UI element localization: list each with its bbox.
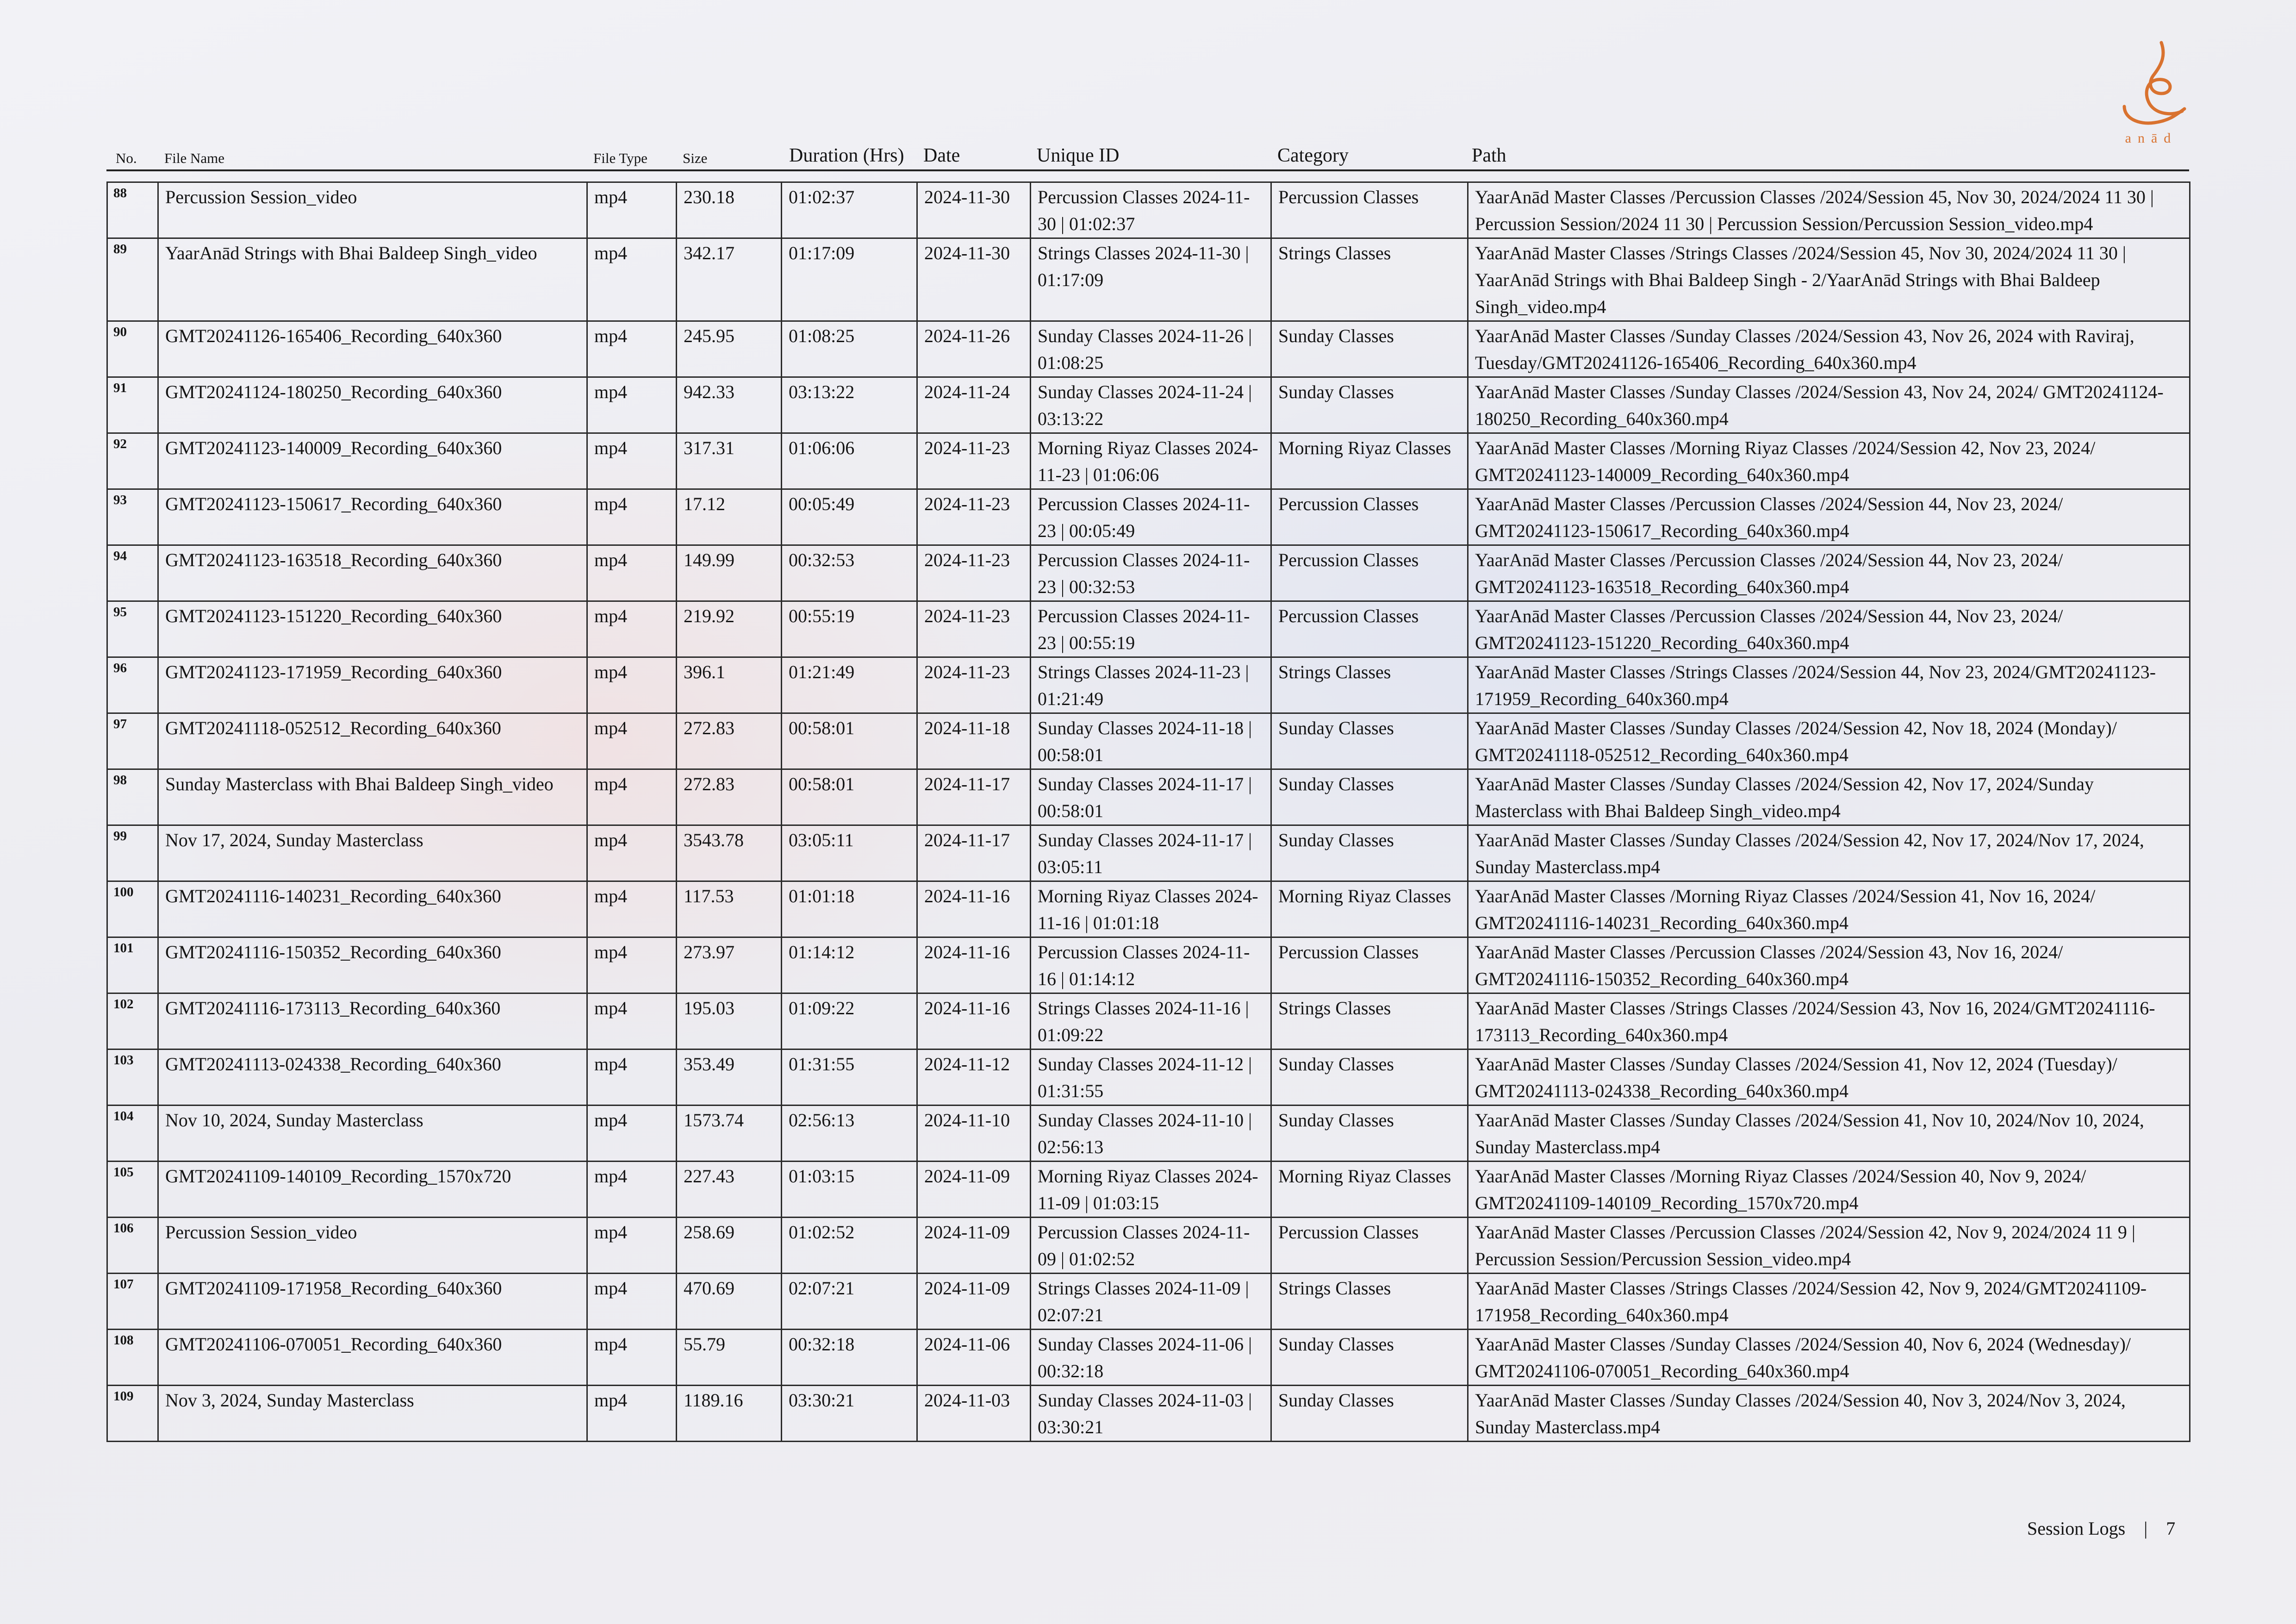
cell-file-name: Sunday Masterclass with Bhai Baldeep Singh_video bbox=[158, 769, 587, 825]
cell-date: 2024-11-09 bbox=[917, 1162, 1031, 1218]
col-header-file-name: File Name bbox=[164, 150, 224, 166]
cell-size: 470.69 bbox=[677, 1274, 782, 1330]
cell-size: 272.83 bbox=[677, 769, 782, 825]
col-header-category: Category bbox=[1277, 145, 1349, 166]
cell-file-name: GMT20241106-070051_Recording_640x360 bbox=[158, 1330, 587, 1386]
cell-date: 2024-11-30 bbox=[917, 182, 1031, 238]
anaad-logo-icon bbox=[2092, 37, 2203, 148]
cell-no: 100 bbox=[107, 881, 158, 937]
cell-file-type: mp4 bbox=[587, 489, 677, 545]
cell-file-name: Nov 3, 2024, Sunday Masterclass bbox=[158, 1386, 587, 1442]
cell-file-type: mp4 bbox=[587, 1218, 677, 1274]
cell-file-name: GMT20241123-171959_Recording_640x360 bbox=[158, 657, 587, 713]
cell-date: 2024-11-30 bbox=[917, 238, 1031, 321]
cell-file-type: mp4 bbox=[587, 1330, 677, 1386]
cell-path: YaarAnād Master Classes /Percussion Classes /2024/Session 43, Nov 16, 2024/ GMT20241116-150352_Recording_640x360.mp4 bbox=[1468, 937, 2190, 993]
cell-path: YaarAnād Master Classes /Sunday Classes /2024/Session 42, Nov 17, 2024/Sunday Masterclass with Bhai Baldeep Singh_video.mp4 bbox=[1468, 769, 2190, 825]
cell-path: YaarAnād Master Classes /Sunday Classes /2024/Session 43, Nov 26, 2024 with Raviraj, Tuesday/GMT20241126-165406_Recording_640x360.mp4 bbox=[1468, 321, 2190, 377]
cell-size: 195.03 bbox=[677, 993, 782, 1049]
cell-duration: 01:14:12 bbox=[782, 937, 917, 993]
cell-path: YaarAnād Master Classes /Strings Classes /2024/Session 43, Nov 16, 2024/GMT20241116-173113_Recording_640x360.mp4 bbox=[1468, 993, 2190, 1049]
cell-duration: 00:58:01 bbox=[782, 713, 917, 769]
page-footer bbox=[2027, 1518, 2175, 1539]
cell-file-name: GMT20241123-163518_Recording_640x360 bbox=[158, 545, 587, 601]
table-row bbox=[107, 1218, 2190, 1274]
cell-unique-id: Percussion Classes 2024-11-23 | 00:32:53 bbox=[1031, 545, 1271, 601]
cell-date: 2024-11-12 bbox=[917, 1049, 1031, 1106]
cell-no: 95 bbox=[107, 601, 158, 657]
cell-date: 2024-11-26 bbox=[917, 321, 1031, 377]
cell-date: 2024-11-17 bbox=[917, 825, 1031, 881]
table-row bbox=[107, 377, 2190, 433]
cell-path: YaarAnād Master Classes /Sunday Classes /2024/Session 41, Nov 12, 2024 (Tuesday)/ GMT20241113-024338_Recording_640x360.mp4 bbox=[1468, 1049, 2190, 1106]
cell-duration: 01:21:49 bbox=[782, 657, 917, 713]
cell-size: 342.17 bbox=[677, 238, 782, 321]
cell-duration: 03:13:22 bbox=[782, 377, 917, 433]
cell-path: YaarAnād Master Classes /Percussion Classes /2024/Session 44, Nov 23, 2024/ GMT20241123-163518_Recording_640x360.mp4 bbox=[1468, 545, 2190, 601]
cell-file-type: mp4 bbox=[587, 993, 677, 1049]
table-row bbox=[107, 433, 2190, 489]
cell-file-type: mp4 bbox=[587, 545, 677, 601]
cell-duration: 01:17:09 bbox=[782, 238, 917, 321]
cell-file-name: GMT20241123-140009_Recording_640x360 bbox=[158, 433, 587, 489]
cell-path: YaarAnād Master Classes /Sunday Classes /2024/Session 41, Nov 10, 2024/Nov 10, 2024, Sunday Masterclass.mp4 bbox=[1468, 1106, 2190, 1162]
cell-size: 272.83 bbox=[677, 713, 782, 769]
cell-no: 103 bbox=[107, 1049, 158, 1106]
cell-date: 2024-11-23 bbox=[917, 489, 1031, 545]
session-log-rows bbox=[107, 182, 2190, 1442]
cell-unique-id: Strings Classes 2024-11-16 | 01:09:22 bbox=[1031, 993, 1271, 1049]
cell-category: Percussion Classes bbox=[1271, 601, 1468, 657]
cell-size: 1573.74 bbox=[677, 1106, 782, 1162]
cell-category: Strings Classes bbox=[1271, 993, 1468, 1049]
cell-size: 3543.78 bbox=[677, 825, 782, 881]
cell-category: Strings Classes bbox=[1271, 238, 1468, 321]
cell-unique-id: Sunday Classes 2024-11-03 | 03:30:21 bbox=[1031, 1386, 1271, 1442]
cell-category: Morning Riyaz Classes bbox=[1271, 1162, 1468, 1218]
cell-no: 88 bbox=[107, 182, 158, 238]
cell-file-type: mp4 bbox=[587, 881, 677, 937]
cell-unique-id: Sunday Classes 2024-11-24 | 03:13:22 bbox=[1031, 377, 1271, 433]
cell-category: Sunday Classes bbox=[1271, 1330, 1468, 1386]
cell-file-name: GMT20241116-140231_Recording_640x360 bbox=[158, 881, 587, 937]
cell-path: YaarAnād Master Classes /Sunday Classes /2024/Session 43, Nov 24, 2024/ GMT20241124-180250_Recording_640x360.mp4 bbox=[1468, 377, 2190, 433]
cell-no: 102 bbox=[107, 993, 158, 1049]
cell-file-type: mp4 bbox=[587, 1274, 677, 1330]
cell-path: YaarAnād Master Classes /Morning Riyaz Classes /2024/Session 42, Nov 23, 2024/ GMT20241123-140009_Recording_640x360.mp4 bbox=[1468, 433, 2190, 489]
cell-file-type: mp4 bbox=[587, 1049, 677, 1106]
cell-no: 99 bbox=[107, 825, 158, 881]
table-row bbox=[107, 601, 2190, 657]
cell-path: YaarAnād Master Classes /Sunday Classes /2024/Session 42, Nov 18, 2024 (Monday)/ GMT20241118-052512_Recording_640x360.mp4 bbox=[1468, 713, 2190, 769]
cell-path: YaarAnād Master Classes /Morning Riyaz Classes /2024/Session 40, Nov 9, 2024/ GMT20241109-140109_Recording_1570x720.mp4 bbox=[1468, 1162, 2190, 1218]
page-number: 7 bbox=[2166, 1518, 2176, 1539]
table-row bbox=[107, 182, 2190, 238]
cell-file-name: GMT20241118-052512_Recording_640x360 bbox=[158, 713, 587, 769]
cell-unique-id: Sunday Classes 2024-11-18 | 00:58:01 bbox=[1031, 713, 1271, 769]
cell-no: 91 bbox=[107, 377, 158, 433]
cell-duration: 00:58:01 bbox=[782, 769, 917, 825]
cell-file-type: mp4 bbox=[587, 1106, 677, 1162]
cell-file-name: Nov 10, 2024, Sunday Masterclass bbox=[158, 1106, 587, 1162]
cell-size: 227.43 bbox=[677, 1162, 782, 1218]
cell-date: 2024-11-09 bbox=[917, 1274, 1031, 1330]
cell-file-name: GMT20241126-165406_Recording_640x360 bbox=[158, 321, 587, 377]
table-row bbox=[107, 321, 2190, 377]
cell-size: 230.18 bbox=[677, 182, 782, 238]
cell-file-name: Percussion Session_video bbox=[158, 182, 587, 238]
cell-no: 96 bbox=[107, 657, 158, 713]
cell-file-name: GMT20241123-150617_Recording_640x360 bbox=[158, 489, 587, 545]
session-log-table bbox=[106, 181, 2190, 1442]
cell-duration: 03:05:11 bbox=[782, 825, 917, 881]
cell-date: 2024-11-16 bbox=[917, 937, 1031, 993]
table-row bbox=[107, 1162, 2190, 1218]
cell-path: YaarAnād Master Classes /Percussion Classes /2024/Session 42, Nov 9, 2024/2024 11 9 | Percussion Session/Percussion Session_video.mp4 bbox=[1468, 1218, 2190, 1274]
cell-file-type: mp4 bbox=[587, 825, 677, 881]
cell-unique-id: Percussion Classes 2024-11-30 | 01:02:37 bbox=[1031, 182, 1271, 238]
cell-duration: 03:30:21 bbox=[782, 1386, 917, 1442]
cell-unique-id: Sunday Classes 2024-11-17 | 00:58:01 bbox=[1031, 769, 1271, 825]
cell-file-type: mp4 bbox=[587, 1386, 677, 1442]
cell-category: Morning Riyaz Classes bbox=[1271, 881, 1468, 937]
cell-path: YaarAnād Master Classes /Sunday Classes /2024/Session 40, Nov 3, 2024/Nov 3, 2024, Sunday Masterclass.mp4 bbox=[1468, 1386, 2190, 1442]
cell-category: Percussion Classes bbox=[1271, 489, 1468, 545]
cell-file-type: mp4 bbox=[587, 713, 677, 769]
cell-date: 2024-11-23 bbox=[917, 545, 1031, 601]
cell-date: 2024-11-03 bbox=[917, 1386, 1031, 1442]
table-row bbox=[107, 657, 2190, 713]
cell-unique-id: Morning Riyaz Classes 2024-11-09 | 01:03:15 bbox=[1031, 1162, 1271, 1218]
table-row bbox=[107, 1106, 2190, 1162]
cell-no: 101 bbox=[107, 937, 158, 993]
cell-date: 2024-11-10 bbox=[917, 1106, 1031, 1162]
cell-path: YaarAnād Master Classes /Percussion Classes /2024/Session 44, Nov 23, 2024/ GMT20241123-151220_Recording_640x360.mp4 bbox=[1468, 601, 2190, 657]
cell-category: Sunday Classes bbox=[1271, 377, 1468, 433]
cell-date: 2024-11-16 bbox=[917, 881, 1031, 937]
cell-size: 149.99 bbox=[677, 545, 782, 601]
cell-size: 353.49 bbox=[677, 1049, 782, 1106]
cell-path: YaarAnād Master Classes /Morning Riyaz Classes /2024/Session 41, Nov 16, 2024/ GMT20241116-140231_Recording_640x360.mp4 bbox=[1468, 881, 2190, 937]
cell-duration: 00:32:53 bbox=[782, 545, 917, 601]
cell-category: Strings Classes bbox=[1271, 657, 1468, 713]
cell-file-type: mp4 bbox=[587, 769, 677, 825]
cell-unique-id: Sunday Classes 2024-11-12 | 01:31:55 bbox=[1031, 1049, 1271, 1106]
cell-unique-id: Morning Riyaz Classes 2024-11-23 | 01:06:06 bbox=[1031, 433, 1271, 489]
cell-date: 2024-11-18 bbox=[917, 713, 1031, 769]
cell-path: YaarAnād Master Classes /Sunday Classes /2024/Session 40, Nov 6, 2024 (Wednesday)/ GMT20241106-070051_Recording_640x360.mp4 bbox=[1468, 1330, 2190, 1386]
cell-no: 104 bbox=[107, 1106, 158, 1162]
cell-path: YaarAnād Master Classes /Strings Classes /2024/Session 42, Nov 9, 2024/GMT20241109-171958_Recording_640x360.mp4 bbox=[1468, 1274, 2190, 1330]
cell-no: 106 bbox=[107, 1218, 158, 1274]
cell-unique-id: Strings Classes 2024-11-09 | 02:07:21 bbox=[1031, 1274, 1271, 1330]
cell-date: 2024-11-09 bbox=[917, 1218, 1031, 1274]
cell-duration: 01:03:15 bbox=[782, 1162, 917, 1218]
table-row bbox=[107, 1330, 2190, 1386]
cell-category: Sunday Classes bbox=[1271, 713, 1468, 769]
cell-size: 55.79 bbox=[677, 1330, 782, 1386]
cell-duration: 00:05:49 bbox=[782, 489, 917, 545]
cell-date: 2024-11-23 bbox=[917, 433, 1031, 489]
cell-path: YaarAnād Master Classes /Percussion Classes /2024/Session 44, Nov 23, 2024/ GMT20241123-150617_Recording_640x360.mp4 bbox=[1468, 489, 2190, 545]
cell-duration: 01:09:22 bbox=[782, 993, 917, 1049]
cell-category: Sunday Classes bbox=[1271, 1106, 1468, 1162]
table-row bbox=[107, 1049, 2190, 1106]
cell-file-type: mp4 bbox=[587, 657, 677, 713]
cell-file-type: mp4 bbox=[587, 1162, 677, 1218]
cell-size: 258.69 bbox=[677, 1218, 782, 1274]
col-header-file-type: File Type bbox=[593, 150, 647, 166]
cell-duration: 00:32:18 bbox=[782, 1330, 917, 1386]
cell-path: YaarAnād Master Classes /Strings Classes /2024/Session 44, Nov 23, 2024/GMT20241123-171959_Recording_640x360.mp4 bbox=[1468, 657, 2190, 713]
cell-file-type: mp4 bbox=[587, 937, 677, 993]
table-row bbox=[107, 937, 2190, 993]
table-row bbox=[107, 238, 2190, 321]
col-header-no: No. bbox=[116, 150, 137, 166]
cell-category: Sunday Classes bbox=[1271, 321, 1468, 377]
cell-category: Sunday Classes bbox=[1271, 1049, 1468, 1106]
cell-path: YaarAnād Master Classes /Sunday Classes /2024/Session 42, Nov 17, 2024/Nov 17, 2024, Sunday Masterclass.mp4 bbox=[1468, 825, 2190, 881]
cell-size: 273.97 bbox=[677, 937, 782, 993]
cell-category: Sunday Classes bbox=[1271, 769, 1468, 825]
cell-unique-id: Percussion Classes 2024-11-23 | 00:55:19 bbox=[1031, 601, 1271, 657]
cell-category: Percussion Classes bbox=[1271, 545, 1468, 601]
cell-file-type: mp4 bbox=[587, 238, 677, 321]
cell-unique-id: Morning Riyaz Classes 2024-11-16 | 01:01:18 bbox=[1031, 881, 1271, 937]
table-header bbox=[106, 139, 2189, 171]
cell-unique-id: Strings Classes 2024-11-30 | 01:17:09 bbox=[1031, 238, 1271, 321]
cell-no: 97 bbox=[107, 713, 158, 769]
cell-duration: 01:06:06 bbox=[782, 433, 917, 489]
cell-file-name: Percussion Session_video bbox=[158, 1218, 587, 1274]
cell-duration: 01:01:18 bbox=[782, 881, 917, 937]
cell-size: 317.31 bbox=[677, 433, 782, 489]
cell-no: 90 bbox=[107, 321, 158, 377]
cell-date: 2024-11-17 bbox=[917, 769, 1031, 825]
cell-file-name: GMT20241116-173113_Recording_640x360 bbox=[158, 993, 587, 1049]
cell-date: 2024-11-24 bbox=[917, 377, 1031, 433]
cell-date: 2024-11-06 bbox=[917, 1330, 1031, 1386]
cell-no: 94 bbox=[107, 545, 158, 601]
table-row bbox=[107, 825, 2190, 881]
cell-size: 17.12 bbox=[677, 489, 782, 545]
cell-size: 396.1 bbox=[677, 657, 782, 713]
cell-no: 98 bbox=[107, 769, 158, 825]
cell-size: 245.95 bbox=[677, 321, 782, 377]
cell-duration: 02:56:13 bbox=[782, 1106, 917, 1162]
cell-size: 219.92 bbox=[677, 601, 782, 657]
cell-no: 92 bbox=[107, 433, 158, 489]
cell-file-name: GMT20241123-151220_Recording_640x360 bbox=[158, 601, 587, 657]
cell-unique-id: Sunday Classes 2024-11-17 | 03:05:11 bbox=[1031, 825, 1271, 881]
footer-section-title: Session Logs bbox=[2027, 1518, 2126, 1539]
cell-unique-id: Strings Classes 2024-11-23 | 01:21:49 bbox=[1031, 657, 1271, 713]
cell-duration: 01:31:55 bbox=[782, 1049, 917, 1106]
cell-category: Morning Riyaz Classes bbox=[1271, 433, 1468, 489]
cell-category: Sunday Classes bbox=[1271, 825, 1468, 881]
cell-category: Percussion Classes bbox=[1271, 1218, 1468, 1274]
cell-unique-id: Percussion Classes 2024-11-16 | 01:14:12 bbox=[1031, 937, 1271, 993]
cell-date: 2024-11-16 bbox=[917, 993, 1031, 1049]
col-header-size: Size bbox=[683, 150, 708, 166]
cell-category: Sunday Classes bbox=[1271, 1386, 1468, 1442]
cell-duration: 01:08:25 bbox=[782, 321, 917, 377]
cell-no: 93 bbox=[107, 489, 158, 545]
footer-separator: | bbox=[2144, 1518, 2148, 1539]
cell-file-name: Nov 17, 2024, Sunday Masterclass bbox=[158, 825, 587, 881]
cell-unique-id: Percussion Classes 2024-11-23 | 00:05:49 bbox=[1031, 489, 1271, 545]
cell-path: YaarAnād Master Classes /Strings Classes /2024/Session 45, Nov 30, 2024/2024 11 30 | YaarAnād Strings with Bhai Baldeep Singh - 2/YaarAnād Strings with Bhai Baldeep Singh_video.mp4 bbox=[1468, 238, 2190, 321]
table-row bbox=[107, 713, 2190, 769]
cell-no: 107 bbox=[107, 1274, 158, 1330]
table-row bbox=[107, 769, 2190, 825]
logo-text: anād bbox=[2125, 131, 2178, 146]
cell-no: 108 bbox=[107, 1330, 158, 1386]
cell-file-type: mp4 bbox=[587, 433, 677, 489]
cell-file-name: GMT20241124-180250_Recording_640x360 bbox=[158, 377, 587, 433]
cell-file-type: mp4 bbox=[587, 182, 677, 238]
table-row bbox=[107, 1386, 2190, 1442]
cell-duration: 00:55:19 bbox=[782, 601, 917, 657]
cell-file-name: GMT20241113-024338_Recording_640x360 bbox=[158, 1049, 587, 1106]
table-row bbox=[107, 545, 2190, 601]
cell-size: 1189.16 bbox=[677, 1386, 782, 1442]
cell-unique-id: Sunday Classes 2024-11-06 | 00:32:18 bbox=[1031, 1330, 1271, 1386]
cell-size: 942.33 bbox=[677, 377, 782, 433]
cell-file-name: GMT20241116-150352_Recording_640x360 bbox=[158, 937, 587, 993]
table-row bbox=[107, 1274, 2190, 1330]
col-header-date: Date bbox=[923, 145, 960, 166]
cell-unique-id: Percussion Classes 2024-11-09 | 01:02:52 bbox=[1031, 1218, 1271, 1274]
cell-date: 2024-11-23 bbox=[917, 601, 1031, 657]
cell-file-type: mp4 bbox=[587, 601, 677, 657]
col-header-unique-id: Unique ID bbox=[1037, 145, 1120, 166]
cell-duration: 01:02:37 bbox=[782, 182, 917, 238]
cell-file-name: GMT20241109-171958_Recording_640x360 bbox=[158, 1274, 587, 1330]
col-header-path: Path bbox=[1472, 145, 1506, 166]
cell-category: Strings Classes bbox=[1271, 1274, 1468, 1330]
cell-duration: 02:07:21 bbox=[782, 1274, 917, 1330]
cell-size: 117.53 bbox=[677, 881, 782, 937]
cell-duration: 01:02:52 bbox=[782, 1218, 917, 1274]
cell-date: 2024-11-23 bbox=[917, 657, 1031, 713]
cell-category: Percussion Classes bbox=[1271, 937, 1468, 993]
cell-unique-id: Sunday Classes 2024-11-26 | 01:08:25 bbox=[1031, 321, 1271, 377]
cell-no: 109 bbox=[107, 1386, 158, 1442]
table-row bbox=[107, 881, 2190, 937]
cell-file-name: GMT20241109-140109_Recording_1570x720 bbox=[158, 1162, 587, 1218]
cell-category: Percussion Classes bbox=[1271, 182, 1468, 238]
table-row bbox=[107, 489, 2190, 545]
cell-unique-id: Sunday Classes 2024-11-10 | 02:56:13 bbox=[1031, 1106, 1271, 1162]
cell-file-name: YaarAnād Strings with Bhai Baldeep Singh_video bbox=[158, 238, 587, 321]
cell-path: YaarAnād Master Classes /Percussion Classes /2024/Session 45, Nov 30, 2024/2024 11 30 | Percussion Session/2024 11 30 | Percussion Session/Percussion Session_video.mp4 bbox=[1468, 182, 2190, 238]
cell-no: 105 bbox=[107, 1162, 158, 1218]
cell-file-type: mp4 bbox=[587, 321, 677, 377]
cell-no: 89 bbox=[107, 238, 158, 321]
cell-file-type: mp4 bbox=[587, 377, 677, 433]
table-row bbox=[107, 993, 2190, 1049]
col-header-duration: Duration (Hrs) bbox=[789, 145, 904, 166]
